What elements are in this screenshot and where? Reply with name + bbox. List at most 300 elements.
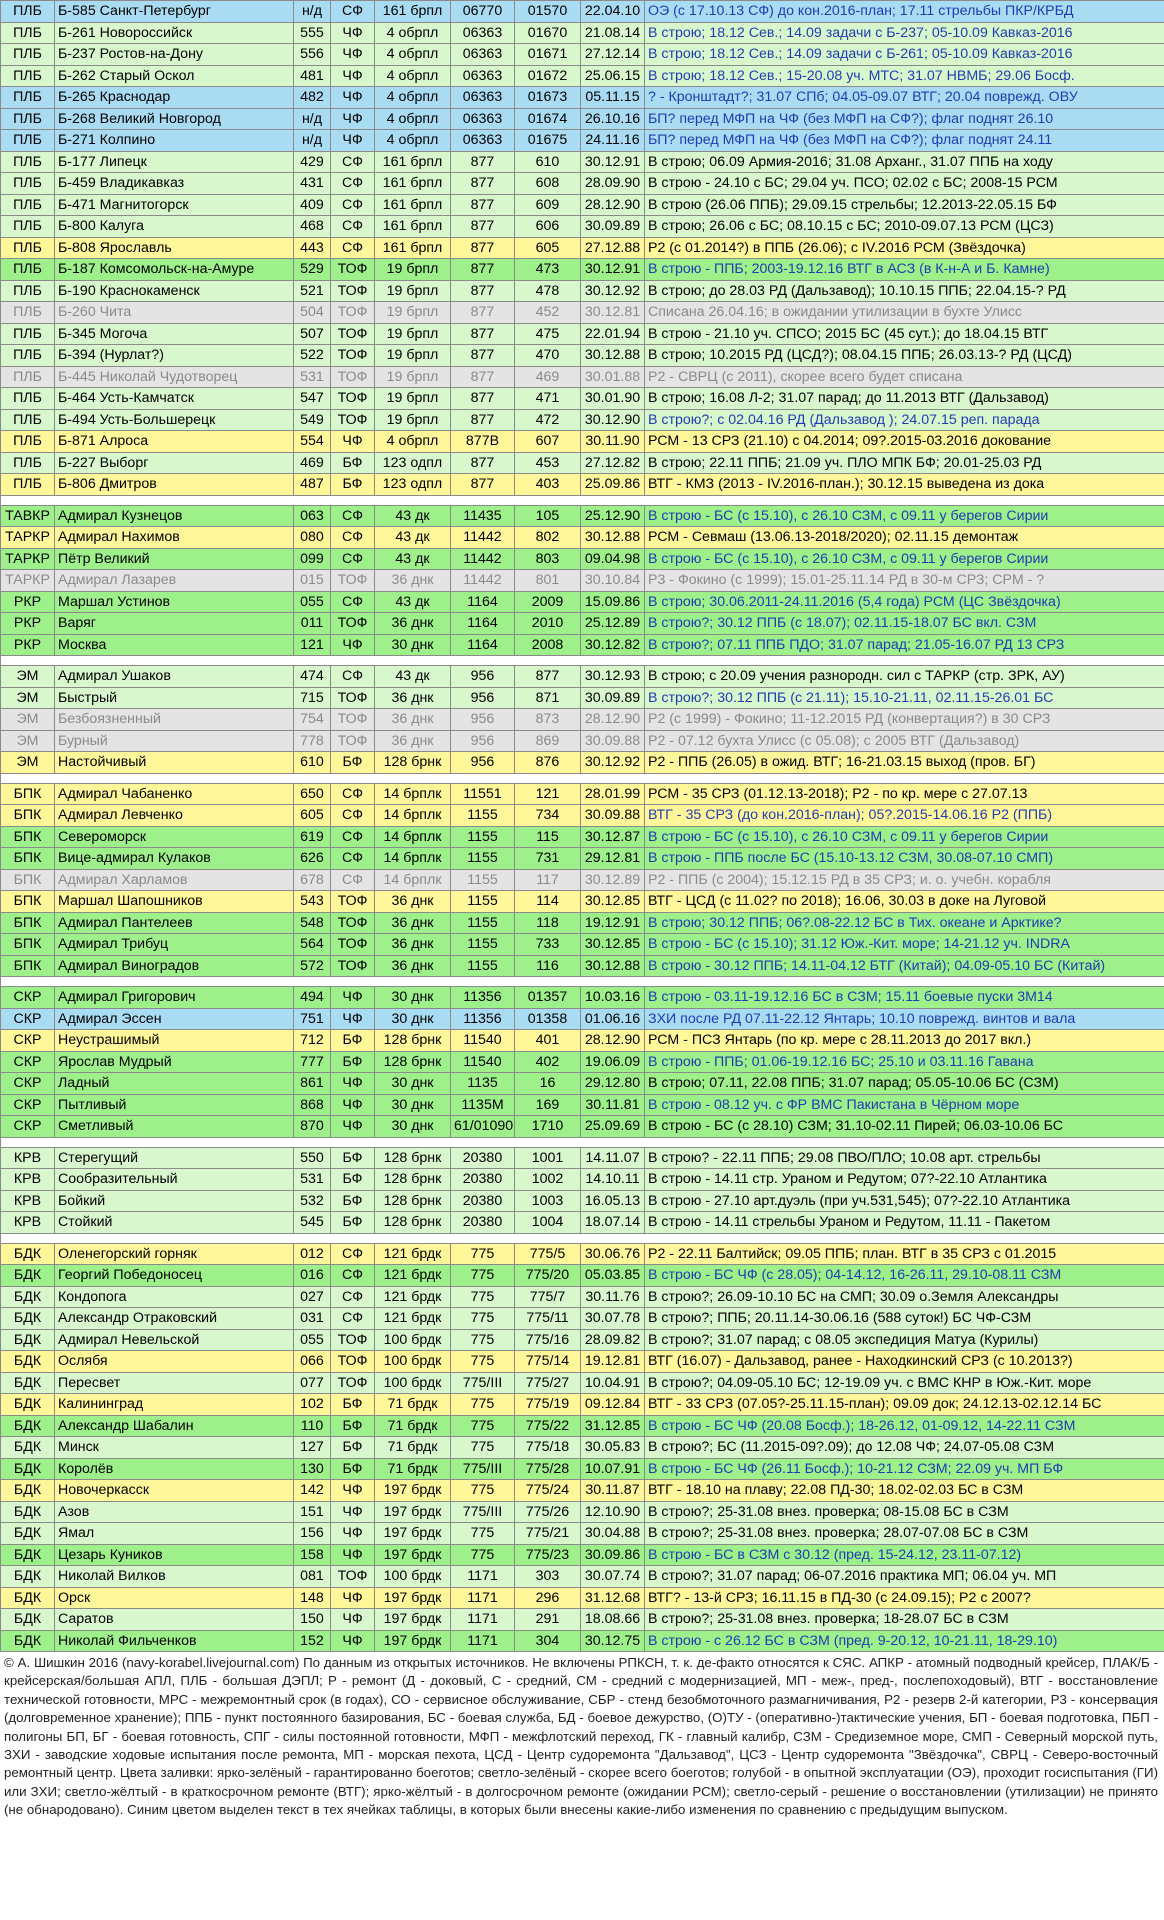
project-cell: 956	[451, 687, 515, 709]
legend-footnote: © А. Шишкин 2016 (navy-korabel.livejournal.com) По данным из открытых источников. Не включены РПКСН, т. к. де-факто относятся к СЯС. АПКР - атомный подводный крейсер, ПЛАК/Б - крейсерская/большая АПЛ, ПЛБ - большая ДЭПЛ; Р - ремонт (Д - доковый, С - средний, СМ - средний с модернизацией, МП - меж-, пред-, послепоходовый), ВТГ - восстановление технической готовности, МРС - межремонтный срок (в годах), СО - сервисное обслуживание, СБР - стенд безобмоточного размагничивания, Р2 - резерв 2-й категории, Р3 - консервация (долговременное хранение); ППБ - пункт постоянного базирования, БС - боевая служба, БД - боевое дежурство, (О)ТУ - (оперативно-)тактические учения, БП - боевая подготовка, ПБП - полигоны БП, БГ - боевая готовность, СПГ - силы постоянной готовности, МФП - межфлотский переход, ГК - главный калибр, СЗМ - Средиземное море, СМП - Северный морской путь, ЗХИ - заводские ходовые испытания после ремонта, МП - морская пехота, ЦСД - Центр судоремонта "Дальзавод", ЦСЗ - Центр судоремонта "Звёздочка", СВРЦ - Северо-восточный ремонтный центр. Цвета заливки: ярко-зелёный - гарантированно боеготов; светло-зелёный - скорее всего боеготов; голубой - в опытной эксплуатации (ОЭ), проходит госиспытания (ГИ) или ЗХИ; светло-жёлтый - в краткосрочном ремонте (ВТГ); ярко-жёлтый - в долгосрочном ремонте (ожидании РСМ); светло-серый - решение о восстановлении (утилизации) не принято (не обнародовано). Синим цветом выделен текст в тех ячейках таблицы, в которых были внесены какие-либо изменения по сравнению с предыдущим выпуском.	[4, 1655, 1158, 1818]
status-cell: В строю; 26.06 с БС; 08.10.15 с БС; 2010-09.07.13 РСМ (ЦСЗ)	[645, 216, 1164, 238]
commission-date-cell: 30.12.91	[581, 259, 645, 281]
brigade-cell: 197 брдк	[375, 1480, 451, 1502]
yard-number-cell: 303	[515, 1566, 581, 1588]
ship-class-cell: БПК	[1, 912, 55, 934]
ship-class-cell: ПЛБ	[1, 237, 55, 259]
ship-class-cell: ЭМ	[1, 709, 55, 731]
ship-name-cell: Пётр Великий	[55, 548, 294, 570]
fleet-cell: СФ	[331, 505, 375, 527]
status-cell: В строю?; БС (11.2015-09?.09); до 12.08 ЧФ; 24.07-05.08 СЗМ	[645, 1437, 1164, 1459]
project-cell: 956	[451, 752, 515, 774]
project-cell: 1155	[451, 955, 515, 977]
table-row	[1, 323, 1164, 345]
ship-class-cell: РКР	[1, 613, 55, 635]
ship-name-cell: Североморск	[55, 826, 294, 848]
fleet-cell: ТОФ	[331, 345, 375, 367]
project-cell: 06363	[451, 22, 515, 44]
ship-class-cell: ПЛБ	[1, 259, 55, 281]
table-row	[1, 752, 1164, 774]
table-row	[1, 1587, 1164, 1609]
commission-date-cell: 25.12.90	[581, 505, 645, 527]
status-cell: В строю?; 07.11 ППБ ПДО; 31.07 парад; 21.05-16.07 РД 13 СРЗ	[645, 634, 1164, 656]
status-cell: Р2 - СВРЦ (с 2011), скорее всего будет списана	[645, 366, 1164, 388]
ship-name-cell: Маршал Устинов	[55, 591, 294, 613]
ship-name-cell: Маршал Шапошников	[55, 891, 294, 913]
status-cell: В строю; до 28.03 РД (Дальзавод); 10.10.15 ППБ; 22.04.15-? РД	[645, 280, 1164, 302]
ship-class-cell: ЭМ	[1, 752, 55, 774]
ship-class-cell: ПЛБ	[1, 173, 55, 195]
project-cell: 11435	[451, 505, 515, 527]
fleet-cell: БФ	[331, 1212, 375, 1234]
yard-number-cell: 775/11	[515, 1308, 581, 1330]
hull-number-cell: 619	[294, 826, 331, 848]
separator-cell	[1, 773, 1164, 783]
ship-class-cell: БДК	[1, 1437, 55, 1459]
ship-class-cell: ПЛБ	[1, 130, 55, 152]
project-cell: 20380	[451, 1147, 515, 1169]
yard-number-cell: 1001	[515, 1147, 581, 1169]
ship-class-cell: ПЛБ	[1, 108, 55, 130]
commission-date-cell: 18.08.66	[581, 1609, 645, 1631]
table-row	[1, 869, 1164, 891]
status-cell: В строю - 14.11 стрельбы Ураном и Редутом, 11.11 - Пакетом	[645, 1212, 1164, 1234]
status-cell: В строю?; 04.09-05.10 БС; 12-19.09 уч. с ВМС КНР в Юж.-Кит. море	[645, 1372, 1164, 1394]
ship-name-cell: Ослябя	[55, 1351, 294, 1373]
project-cell: 20380	[451, 1190, 515, 1212]
project-cell: 775	[451, 1544, 515, 1566]
hull-number-cell: н/д	[294, 130, 331, 152]
fleet-cell: СФ	[331, 848, 375, 870]
hull-number-cell: 012	[294, 1243, 331, 1265]
brigade-cell: 30 днк	[375, 1116, 451, 1138]
brigade-cell: 121 брдк	[375, 1308, 451, 1330]
hull-number-cell: 529	[294, 259, 331, 281]
ship-name-cell: Королёв	[55, 1458, 294, 1480]
fleet-cell: ЧФ	[331, 1501, 375, 1523]
status-cell: В строю?; с 02.04.16 РД (Дальзавод ); 24.07.15 реп. парада	[645, 409, 1164, 431]
status-cell: В строю - ППБ; 01.06-19.12.16 БС; 25.10 и 03.11.16 Гавана	[645, 1051, 1164, 1073]
brigade-cell: 36 днк	[375, 730, 451, 752]
yard-number-cell: 114	[515, 891, 581, 913]
ship-class-cell: ПЛБ	[1, 44, 55, 66]
status-cell: Р2 - ППБ (с 2004); 15.12.15 РД в 35 СРЗ; и. о. учебн. корабля	[645, 869, 1164, 891]
ship-class-cell: БДК	[1, 1587, 55, 1609]
table-row	[1, 194, 1164, 216]
yard-number-cell: 775/22	[515, 1415, 581, 1437]
fleet-cell: ТОФ	[331, 687, 375, 709]
yard-number-cell: 401	[515, 1030, 581, 1052]
fleet-cell: ТОФ	[331, 1566, 375, 1588]
fleet-cell: БФ	[331, 474, 375, 496]
fleet-cell: БФ	[331, 1030, 375, 1052]
fleet-cell: СФ	[331, 194, 375, 216]
ship-class-cell: ПЛБ	[1, 1, 55, 23]
ship-class-cell: БПК	[1, 805, 55, 827]
fleet-cell: ТОФ	[331, 388, 375, 410]
status-cell: ВТГ - КМЗ (2013 - IV.2016-план.); 30.12.15 выведена из дока	[645, 474, 1164, 496]
project-cell: 877	[451, 409, 515, 431]
yard-number-cell: 105	[515, 505, 581, 527]
ship-class-cell: БДК	[1, 1372, 55, 1394]
ship-class-cell: ПЛБ	[1, 388, 55, 410]
fleet-cell: СФ	[331, 591, 375, 613]
ship-name-cell: Пытливый	[55, 1094, 294, 1116]
fleet-cell: БФ	[331, 1415, 375, 1437]
yard-number-cell: 775/19	[515, 1394, 581, 1416]
status-cell: ? - Кронштадт?; 31.07 СПб; 04.05-09.07 ВТГ; 20.04 поврежд. ОВУ	[645, 87, 1164, 109]
hull-number-cell: 564	[294, 934, 331, 956]
yard-number-cell: 01671	[515, 44, 581, 66]
status-cell: В строю?; ППБ; 20.11.14-30.06.16 (588 суток!) БС ЧФ-СЗМ	[645, 1308, 1164, 1330]
status-cell: Списана 26.04.16; в ожидании утилизации в бухте Улисс	[645, 302, 1164, 324]
fleet-cell: БФ	[331, 752, 375, 774]
hull-number-cell: 156	[294, 1523, 331, 1545]
brigade-cell: 19 брпл	[375, 409, 451, 431]
status-cell: БП? перед МФП на ЧФ (без МФП на СФ?); флаг поднят 24.11	[645, 130, 1164, 152]
hull-number-cell: 151	[294, 1501, 331, 1523]
table-row	[1, 474, 1164, 496]
fleet-cell: ТОФ	[331, 1372, 375, 1394]
commission-date-cell: 30.05.83	[581, 1437, 645, 1459]
table-row	[1, 1169, 1164, 1191]
yard-number-cell: 775/7	[515, 1286, 581, 1308]
hull-number-cell: 429	[294, 151, 331, 173]
fleet-cell: ЧФ	[331, 1094, 375, 1116]
yard-number-cell: 733	[515, 934, 581, 956]
project-cell: 877	[451, 280, 515, 302]
ship-name-cell: Вице-адмирал Кулаков	[55, 848, 294, 870]
fleet-cell: ЧФ	[331, 1630, 375, 1652]
ship-class-cell: ЭМ	[1, 666, 55, 688]
commission-date-cell: 28.12.90	[581, 709, 645, 731]
brigade-cell: 161 брпл	[375, 173, 451, 195]
project-cell: 1155	[451, 934, 515, 956]
ship-name-cell: Адмирал Трибуц	[55, 934, 294, 956]
project-cell: 877	[451, 388, 515, 410]
ship-name-cell: Б-459 Владикавказ	[55, 173, 294, 195]
ship-name-cell: Б-237 Ростов-на-Дону	[55, 44, 294, 66]
project-cell: 1171	[451, 1630, 515, 1652]
table-row	[1, 591, 1164, 613]
fleet-cell: СФ	[331, 783, 375, 805]
hull-number-cell: 152	[294, 1630, 331, 1652]
table-row	[1, 1265, 1164, 1287]
commission-date-cell: 22.04.10	[581, 1, 645, 23]
ship-name-cell: Неустрашимый	[55, 1030, 294, 1052]
brigade-cell: 19 брпл	[375, 388, 451, 410]
project-cell: 877	[451, 151, 515, 173]
fleet-cell: ЧФ	[331, 1544, 375, 1566]
brigade-cell: 43 дк	[375, 591, 451, 613]
project-cell: 877	[451, 345, 515, 367]
hull-number-cell: 507	[294, 323, 331, 345]
fleet-cell: ТОФ	[331, 613, 375, 635]
project-cell: 877	[451, 323, 515, 345]
fleet-cell: ТОФ	[331, 1329, 375, 1351]
ship-name-cell: Адмирал Григорович	[55, 987, 294, 1009]
commission-date-cell: 28.09.90	[581, 173, 645, 195]
ship-name-cell: Б-260 Чита	[55, 302, 294, 324]
fleet-cell: ТОФ	[331, 280, 375, 302]
status-cell: В строю - 27.10 арт.дуэль (при уч.531,545); 07?-22.10 Атлантика	[645, 1190, 1164, 1212]
project-cell: 11442	[451, 548, 515, 570]
hull-number-cell: 861	[294, 1073, 331, 1095]
commission-date-cell: 18.07.14	[581, 1212, 645, 1234]
project-cell: 11356	[451, 987, 515, 1009]
status-cell: В строю; 30.06.2011-24.11.2016 (5,4 года) РСМ (ЦС Звёздочка)	[645, 591, 1164, 613]
ship-class-cell: ПЛБ	[1, 194, 55, 216]
ship-name-cell: Б-265 Краснодар	[55, 87, 294, 109]
status-cell: ВТГ - 35 СРЗ (до кон.2016-план); 05?.2015-14.06.16 Р2 (ППБ)	[645, 805, 1164, 827]
commission-date-cell: 10.04.91	[581, 1372, 645, 1394]
brigade-cell: 30 днк	[375, 1008, 451, 1030]
yard-number-cell: 775/18	[515, 1437, 581, 1459]
table-row	[1, 1243, 1164, 1265]
brigade-cell: 14 брплк	[375, 826, 451, 848]
yard-number-cell: 803	[515, 548, 581, 570]
commission-date-cell: 30.12.81	[581, 302, 645, 324]
table-row	[1, 805, 1164, 827]
fleet-cell: ТОФ	[331, 366, 375, 388]
ship-class-cell: БДК	[1, 1265, 55, 1287]
yard-number-cell: 01672	[515, 65, 581, 87]
ship-class-cell: ТАВКР	[1, 505, 55, 527]
project-cell: 1135М	[451, 1094, 515, 1116]
ship-class-cell: ПЛБ	[1, 431, 55, 453]
yard-number-cell: 01570	[515, 1, 581, 23]
status-cell: В строю - 08.12 уч. с ФР ВМС Пакистана в Чёрном море	[645, 1094, 1164, 1116]
hull-number-cell: 549	[294, 409, 331, 431]
brigade-cell: 4 обрпл	[375, 44, 451, 66]
fleet-cell: СФ	[331, 1, 375, 23]
brigade-cell: 128 брнк	[375, 1051, 451, 1073]
project-cell: 1171	[451, 1609, 515, 1631]
commission-date-cell: 21.08.14	[581, 22, 645, 44]
project-cell: 877	[451, 366, 515, 388]
commission-date-cell: 30.06.76	[581, 1243, 645, 1265]
ship-name-cell: Николай Фильченков	[55, 1630, 294, 1652]
yard-number-cell: 01358	[515, 1008, 581, 1030]
project-cell: 06770	[451, 1, 515, 23]
brigade-cell: 4 обрпл	[375, 108, 451, 130]
yard-number-cell: 402	[515, 1051, 581, 1073]
brigade-cell: 19 брпл	[375, 366, 451, 388]
ship-class-cell: БДК	[1, 1630, 55, 1652]
yard-number-cell: 01670	[515, 22, 581, 44]
fleet-cell: ЧФ	[331, 634, 375, 656]
table-row	[1, 108, 1164, 130]
yard-number-cell: 01673	[515, 87, 581, 109]
project-cell: 06363	[451, 65, 515, 87]
hull-number-cell: 778	[294, 730, 331, 752]
ship-name-cell: Саратов	[55, 1609, 294, 1631]
brigade-cell: 30 днк	[375, 1094, 451, 1116]
table-row	[1, 934, 1164, 956]
brigade-cell: 128 брнк	[375, 1169, 451, 1191]
brigade-cell: 121 брдк	[375, 1286, 451, 1308]
fleet-cell: ЧФ	[331, 1008, 375, 1030]
project-cell: 20380	[451, 1212, 515, 1234]
commission-date-cell: 31.12.68	[581, 1587, 645, 1609]
commission-date-cell: 30.09.89	[581, 687, 645, 709]
ship-class-cell: ПЛБ	[1, 323, 55, 345]
brigade-cell: 4 обрпл	[375, 130, 451, 152]
status-cell: В строю - с 26.12 БС в СЗМ (пред. 9-20.12, 10-21.11, 18-29.10)	[645, 1630, 1164, 1652]
hull-number-cell: 027	[294, 1286, 331, 1308]
yard-number-cell: 469	[515, 366, 581, 388]
status-cell: В строю?; 30.12 ППБ (с 21.11); 15.10-21.11, 02.11.15-26.01 БС	[645, 687, 1164, 709]
table-row	[1, 1609, 1164, 1631]
commission-date-cell: 30.01.90	[581, 388, 645, 410]
ship-class-cell: БПК	[1, 869, 55, 891]
commission-date-cell: 10.03.16	[581, 987, 645, 1009]
table-row	[1, 1073, 1164, 1095]
hull-number-cell: н/д	[294, 1, 331, 23]
fleet-cell: СФ	[331, 527, 375, 549]
yard-number-cell: 01357	[515, 987, 581, 1009]
table-row	[1, 1030, 1164, 1052]
table-row	[1, 388, 1164, 410]
commission-date-cell: 30.09.88	[581, 805, 645, 827]
status-cell: Р2 (с 01.2014?) в ППБ (26.06); с IV.2016 РСМ (Звёздочка)	[645, 237, 1164, 259]
table-row	[1, 22, 1164, 44]
commission-date-cell: 30.11.90	[581, 431, 645, 453]
table-row	[1, 505, 1164, 527]
group-separator	[1, 656, 1164, 666]
fleet-cell: СФ	[331, 666, 375, 688]
fleet-cell: СФ	[331, 869, 375, 891]
yard-number-cell: 304	[515, 1630, 581, 1652]
commission-date-cell: 10.07.91	[581, 1458, 645, 1480]
brigade-cell: 4 обрпл	[375, 87, 451, 109]
ship-class-cell: ПЛБ	[1, 302, 55, 324]
project-cell: 877	[451, 474, 515, 496]
hull-number-cell: 870	[294, 1116, 331, 1138]
hull-number-cell: 142	[294, 1480, 331, 1502]
hull-number-cell: 545	[294, 1212, 331, 1234]
yard-number-cell: 01674	[515, 108, 581, 130]
brigade-cell: 161 брпл	[375, 1, 451, 23]
status-cell: Р2 - 07.12 бухта Улисс (с 05.08); с 2005 ВТГ (Дальзавод)	[645, 730, 1164, 752]
status-cell: РСМ - 35 СРЗ (01.12.13-2018); Р2 - по кр. мере с 27.07.13	[645, 783, 1164, 805]
fleet-cell: СФ	[331, 548, 375, 570]
hull-number-cell: 077	[294, 1372, 331, 1394]
status-cell: Р2 - ППБ (26.05) в ожид. ВТГ; 16-21.03.15 выход (пров. БГ)	[645, 752, 1164, 774]
hull-number-cell: 066	[294, 1351, 331, 1373]
project-cell: 1135	[451, 1073, 515, 1095]
fleet-cell: ТОФ	[331, 302, 375, 324]
hull-number-cell: 011	[294, 613, 331, 635]
yard-number-cell: 775/20	[515, 1265, 581, 1287]
commission-date-cell: 30.09.86	[581, 1544, 645, 1566]
ship-class-cell: БПК	[1, 934, 55, 956]
brigade-cell: 14 брплк	[375, 848, 451, 870]
yard-number-cell: 775/28	[515, 1458, 581, 1480]
group-separator	[1, 977, 1164, 987]
brigade-cell: 128 брнк	[375, 1030, 451, 1052]
ship-name-cell: Новочеркасск	[55, 1480, 294, 1502]
yard-number-cell: 121	[515, 783, 581, 805]
ship-class-cell: БДК	[1, 1394, 55, 1416]
status-cell: РСМ - ПСЗ Янтарь (по кр. мере с 28.11.2013 до 2017 вкл.)	[645, 1030, 1164, 1052]
status-cell: ВТГ - 33 СРЗ (07.05?-25.11.15-план); 09.09 док; 24.12.13-02.12.14 БС	[645, 1394, 1164, 1416]
fleet-cell: СФ	[331, 826, 375, 848]
brigade-cell: 161 брпл	[375, 151, 451, 173]
ship-class-cell: БДК	[1, 1351, 55, 1373]
commission-date-cell: 30.11.76	[581, 1286, 645, 1308]
hull-number-cell: 494	[294, 987, 331, 1009]
status-cell: В строю; 18.12 Сев.; 15-20.08 уч. МТС; 31.07 НВМБ; 29.06 Босф.	[645, 65, 1164, 87]
table-row	[1, 1630, 1164, 1652]
commission-date-cell: 25.06.15	[581, 65, 645, 87]
hull-number-cell: 031	[294, 1308, 331, 1330]
hull-number-cell: 531	[294, 366, 331, 388]
project-cell: 1164	[451, 634, 515, 656]
status-cell: В строю; 16.08 Л-2; 31.07 парад; до 11.2013 ВТГ (Дальзавод)	[645, 388, 1164, 410]
table-row	[1, 1437, 1164, 1459]
project-cell: 1155	[451, 869, 515, 891]
hull-number-cell: 127	[294, 1437, 331, 1459]
ship-class-cell: СКР	[1, 1030, 55, 1052]
table-row	[1, 173, 1164, 195]
yard-number-cell: 775/16	[515, 1329, 581, 1351]
ship-name-cell: Адмирал Нахимов	[55, 527, 294, 549]
hull-number-cell: 678	[294, 869, 331, 891]
brigade-cell: 4 обрпл	[375, 22, 451, 44]
table-row	[1, 1051, 1164, 1073]
fleet-cell: ЧФ	[331, 987, 375, 1009]
ship-name-cell: Адмирал Лазарев	[55, 570, 294, 592]
table-row	[1, 1, 1164, 23]
ship-class-cell: СКР	[1, 1116, 55, 1138]
status-cell: В строю - ППБ после БС (15.10-13.12 СЗМ, 30.08-07.10 СМП)	[645, 848, 1164, 870]
table-row	[1, 1394, 1164, 1416]
status-cell: В строю; 10.2015 РД (ЦСД?); 08.04.15 ППБ; 26.03.13-? РД (ЦСД)	[645, 345, 1164, 367]
yard-number-cell: 775/24	[515, 1480, 581, 1502]
status-cell: В строю - БС (с 15.10), с 26.10 СЗМ, с 09.11 у берегов Сирии	[645, 548, 1164, 570]
table-row	[1, 237, 1164, 259]
status-cell: РСМ - 13 СРЗ (21.10) с 04.2014; 09?.2015-03.2016 докование	[645, 431, 1164, 453]
hull-number-cell: 751	[294, 1008, 331, 1030]
hull-number-cell: 081	[294, 1566, 331, 1588]
ship-class-cell: СКР	[1, 1094, 55, 1116]
project-cell: 877В	[451, 431, 515, 453]
hull-number-cell: 754	[294, 709, 331, 731]
hull-number-cell: 055	[294, 1329, 331, 1351]
ship-class-cell: БПК	[1, 848, 55, 870]
table-row	[1, 783, 1164, 805]
commission-date-cell: 30.12.88	[581, 955, 645, 977]
brigade-cell: 43 дк	[375, 527, 451, 549]
fleet-cell: СФ	[331, 1286, 375, 1308]
project-cell: 11356	[451, 1008, 515, 1030]
yard-number-cell: 609	[515, 194, 581, 216]
ship-name-cell: Б-800 Калуга	[55, 216, 294, 238]
commission-date-cell: 29.12.80	[581, 1073, 645, 1095]
commission-date-cell: 28.09.82	[581, 1329, 645, 1351]
commission-date-cell: 19.12.91	[581, 912, 645, 934]
brigade-cell: 19 брпл	[375, 302, 451, 324]
brigade-cell: 43 дк	[375, 548, 451, 570]
fleet-cell: ЧФ	[331, 87, 375, 109]
yard-number-cell: 16	[515, 1073, 581, 1095]
table-row	[1, 826, 1164, 848]
table-row	[1, 259, 1164, 281]
table-row	[1, 1415, 1164, 1437]
status-cell: В строю - 21.10 уч. СПСО; 2015 БС (45 сут.); до 18.04.15 ВТГ	[645, 323, 1164, 345]
status-cell: В строю - БС (с 28.10) СЗМ; 31.10-02.11 Пирей; 06.03-10.06 БС	[645, 1116, 1164, 1138]
